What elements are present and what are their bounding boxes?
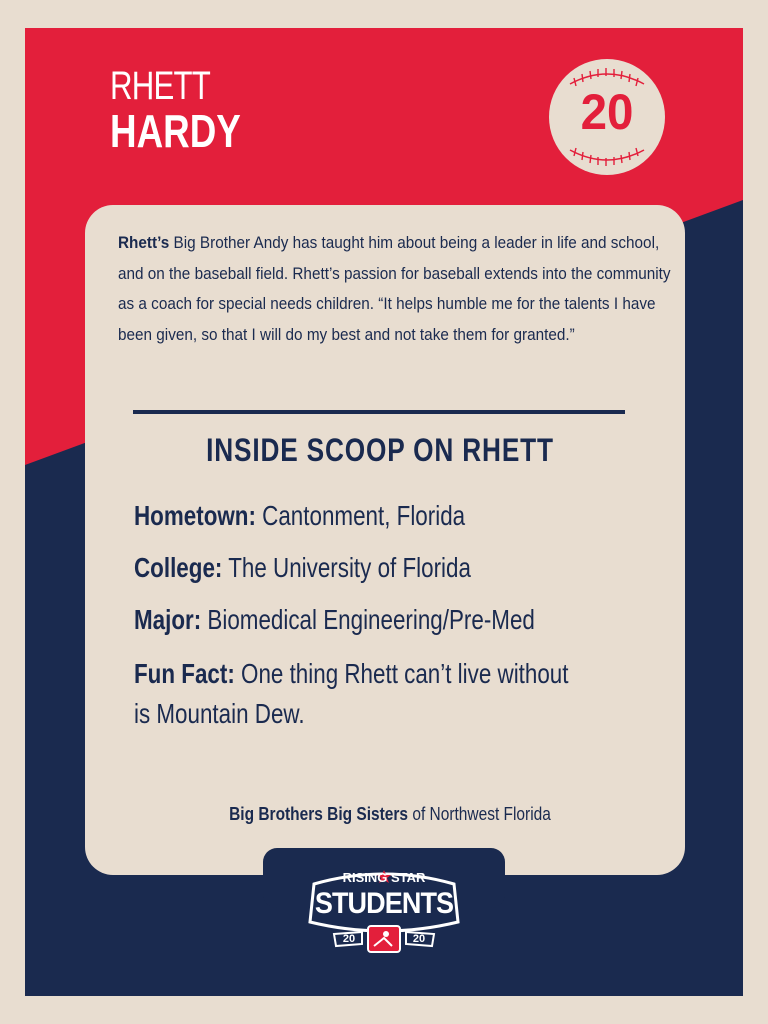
logo-year-right: 20 [412, 933, 426, 945]
fact-fun-fact [134, 654, 630, 734]
bio-lead: Rhett’s [118, 233, 170, 252]
player-bio [118, 228, 676, 350]
organization-name [201, 800, 579, 828]
major-label: Major: [134, 604, 202, 635]
fact-major [134, 600, 630, 640]
section-divider [133, 410, 625, 414]
fact-college [134, 548, 630, 588]
major-value: Biomedical Engineering/Pre-Med [201, 604, 535, 635]
funfact-value-line1: One thing Rhett can’t live without [234, 658, 569, 689]
logo-line2: STUDENTS [314, 887, 454, 920]
college-label: College: [134, 552, 223, 583]
bio-text: Big Brother Andy has taught him about being a leader in life and school, and on the baseball field. Rhett’s passion for baseball extends into the community as a coach for special needs children. “It helps humble me for the talents I have been given, so that I will do my best and not take them for granted.” [118, 233, 671, 344]
funfact-label: Fun Fact: [134, 658, 235, 689]
logo-year-left: 20 [342, 933, 356, 945]
hometown-value: Cantonment, Florida [255, 500, 466, 531]
logo-line1: RISING STAR [342, 870, 426, 885]
fact-hometown [134, 496, 630, 536]
player-first-name: RHETT [110, 64, 211, 108]
rising-star-students-logo [300, 862, 468, 958]
hometown-label: Hometown: [134, 500, 256, 531]
org-rest: of Northwest Florida [408, 804, 551, 824]
org-bold: Big Brothers Big Sisters [229, 804, 409, 824]
player-last-name: HARDY [110, 105, 241, 157]
funfact-value-line2: is Mountain Dew. [134, 698, 305, 729]
scoop-title: INSIDE SCOOP ON RHETT [206, 432, 554, 468]
player-number: 20 [580, 84, 634, 140]
college-value: The University of Florida [222, 552, 471, 583]
